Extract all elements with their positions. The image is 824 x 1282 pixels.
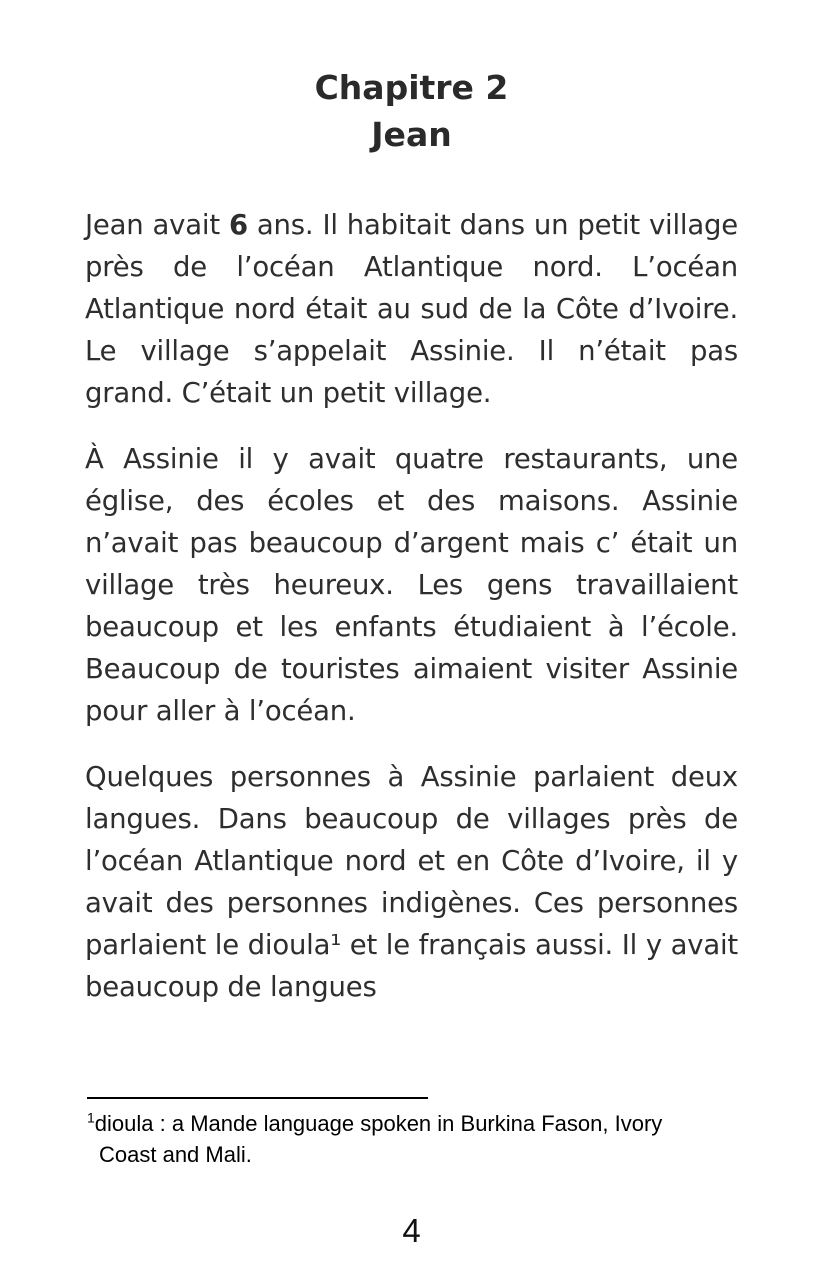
paragraph-1-text-end: ans. Il habitait dans un petit village près de l’océan Atlantique nord. L’océan Atlantique nord était au sud de la Côte d’Ivoire. Le village s’appelait Assinie. Il n’était pas grand. C’était un petit village. [85, 209, 738, 409]
footnote-divider [87, 1097, 428, 1099]
paragraph-1-bold-number: 6 [228, 209, 248, 241]
chapter-heading [85, 0, 738, 158]
paragraph-3: Quelques personnes à Assinie parlaient deux langues. Dans beaucoup de villages près de l’océan Atlantique nord et en Côte d’Ivoire, il y avait des personnes indigènes. Ces personnes parlaient le dioula¹ et le français aussi. Il y avait beaucoup de langues [85, 761, 738, 1003]
chapter-subtitle: Jean [371, 115, 452, 154]
footnote-text: dioula : a Mande language spoken in Burkina Fason, Ivory Coast and Mali. [94, 1111, 663, 1167]
footnote [87, 1108, 687, 1170]
footnote-block [87, 1097, 687, 1170]
paragraph-1-text-start: Jean avait [85, 209, 229, 241]
footnote-marker: 1 [87, 1109, 95, 1126]
body-text [85, 204, 738, 1008]
page-number: 4 [402, 1212, 421, 1249]
paragraph-1 [85, 204, 738, 414]
chapter-title: Chapitre 2 [314, 68, 509, 107]
paragraph-2: À Assinie il y avait quatre restaurants, une église, des écoles et des maisons. Assinie n’avait pas beaucoup d’argent mais c’ était un village très heureux. Les gens travaillaient beaucoup et les enfants étudiaient à l’école. Beaucoup de touristes aimaient visiter Assinie pour aller à l’océan. [85, 443, 738, 727]
text-column [85, 0, 738, 1008]
